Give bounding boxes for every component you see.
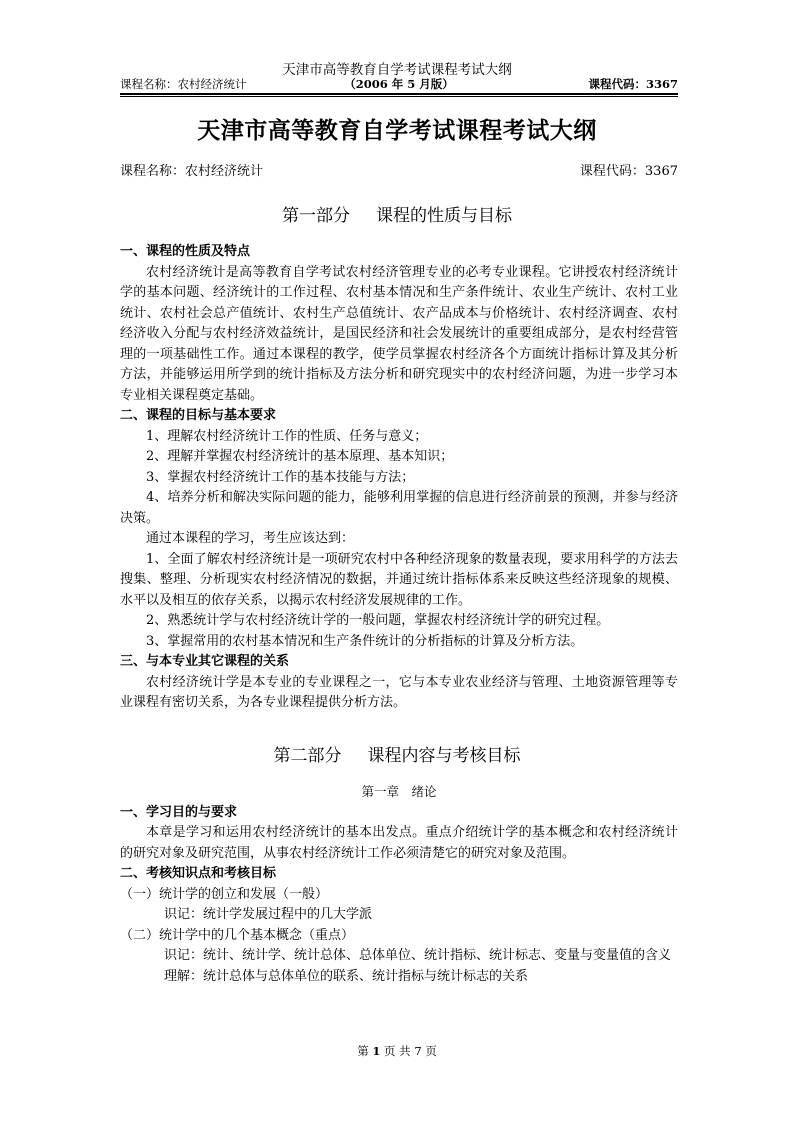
footer-post: 页 xyxy=(425,1044,437,1058)
recall-item: 识记：统计学发展过程中的几大学派 xyxy=(164,907,373,922)
running-header-row xyxy=(120,76,678,92)
course-name: 课程名称：农村经济统计 xyxy=(120,164,264,179)
part1-heading xyxy=(0,201,794,226)
running-header-course-name: 课程名称：农村经济统计 xyxy=(120,77,247,91)
list-item: 1、全面了解农村经济统计是一项研究农村中各种经济现象的数量表现，要求用科学的方法去搜集、整理、分析现实农村经济情况的数据，并通过统计指标体系来反映这些经济现象的规模、水平以及相互的依存关系，以揭示农村经济发展规律的工作。 xyxy=(120,551,678,608)
paragraph: 农村经济统计学是本专业的专业课程之一，它与本专业农业经济与管理、土地资源管理等专业课程有密切关系，为各专业课程提供分析方法。 xyxy=(120,674,678,710)
knowledge-point: （一）统计学的创立和发展（一般） xyxy=(120,886,329,902)
footer-mid: 页 共 xyxy=(384,1044,411,1058)
paragraph: 本章是学习和运用农村经济统计的基本出发点。重点介绍统计学的基本概念和农村经济统计的研究对象及研究范围，从事农村经济统计工作必须清楚它的研究对象及范围。 xyxy=(120,825,678,861)
section-heading: 二、考核知识点和考核目标 xyxy=(120,866,277,881)
running-header-course-code: 课程代码：3367 xyxy=(588,77,678,91)
page-footer xyxy=(0,1043,794,1059)
page-title: 天津市高等教育自学考试课程考试大纲 xyxy=(197,118,597,144)
part2-label: 第二部分 xyxy=(273,746,342,766)
list-item: 3、掌握农村经济统计工作的基本技能与方法； xyxy=(146,469,415,485)
running-header-edition: （2006 年 5 月版） xyxy=(344,77,454,91)
section-heading: 一、学习目的与要求 xyxy=(120,804,238,820)
course-code: 课程代码：3367 xyxy=(579,164,678,179)
paragraph: 农村经济统计是高等教育自学考试农村经济管理专业的必考专业课程。它讲授农村经济统计学的基本问题、经济统计的工作过程、农村基本情况和生产条件统计、农业生产统计、农村工业统计、农村社会总产值统计、农村生产总值统计、农产品成本与价格统计、农村经济调查、农村经济收入分配与农村经济效益统计，是国民经济和社会发展统计的重要组成部分，是农村经营管理的一项基础性工作。通过本课程的教学，使学员掌握农村经济各个方面统计指标计算及其分析方法，并能够运用所学到的统计指标及方法分析和研究现实中的农村经济问题，为进一步学习本专业相关课程奠定基础。 xyxy=(120,264,678,403)
list-item: 1、理解农村经济统计工作的性质、任务与意义； xyxy=(146,428,428,444)
understand-item: 理解：统计总体与总体单位的联系、统计指标与统计标志的关系 xyxy=(164,968,529,984)
section-heading: 三、与本专业其它课程的关系 xyxy=(120,654,290,669)
chapter-title: 第一章 绪论 xyxy=(361,784,437,799)
list-item: 3、掌握常用的农村基本情况和生产条件统计的分析指标的计算及分析方法。 xyxy=(146,633,584,649)
section-heading: 二、课程的目标与基本要求 xyxy=(120,408,277,423)
list-item: 4、培养分析和解决实际问题的能力，能够利用掌握的信息进行经济前景的预测，并参与经济决策。 xyxy=(120,490,678,526)
section-heading: 一、课程的性质及特点 xyxy=(120,244,251,259)
header-rule-thick xyxy=(120,93,678,95)
recall-item: 识记：统计、统计学、统计总体、总体单位、统计指标、统计标志、变量与变量值的含义 xyxy=(164,948,672,963)
part1-label: 第一部分 xyxy=(282,206,350,226)
footer-pre: 第 xyxy=(357,1044,369,1058)
part2-heading xyxy=(0,741,794,766)
list-item: 2、熟悉统计学与农村经济统计学的一般问题，掌握农村经济统计学的研究过程。 xyxy=(146,613,610,628)
course-info-row xyxy=(120,160,678,179)
paragraph: 通过本课程的学习，考生应该达到： xyxy=(146,531,355,546)
knowledge-point: （二）统计学中的几个基本概念（重点） xyxy=(120,927,355,943)
page-number: 1 xyxy=(372,1044,381,1058)
header-rule-thin xyxy=(120,96,678,97)
total-pages: 7 xyxy=(414,1044,422,1058)
part2-body xyxy=(120,782,678,987)
list-item: 2、理解并掌握农村经济统计的基本原理、基本知识； xyxy=(146,449,454,464)
part2-title: 课程内容与考核目标 xyxy=(367,746,521,766)
part1-title: 课程的性质与目标 xyxy=(376,206,512,226)
running-header-title: 天津市高等教育自学考试课程考试大纲 xyxy=(282,62,512,78)
part1-body xyxy=(120,242,678,714)
